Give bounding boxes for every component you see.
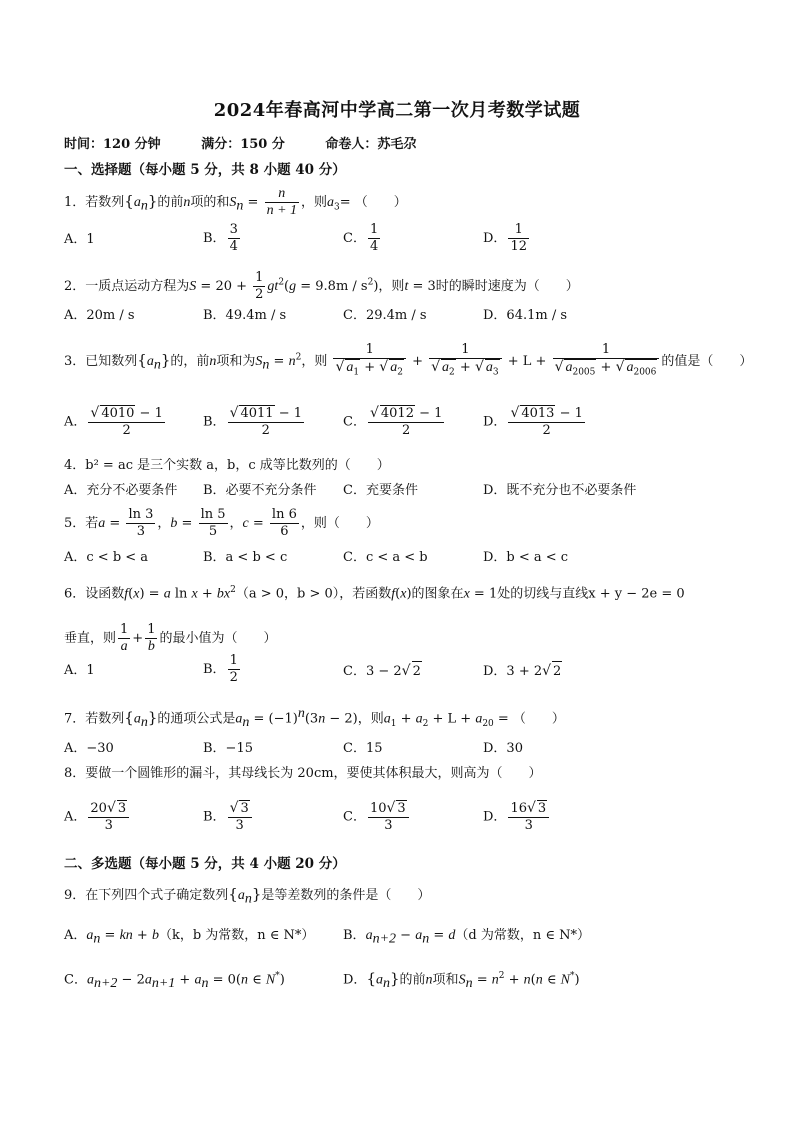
q2-option-d: D．64.1m / s	[483, 308, 568, 323]
section-heading-2: 二、多选题（每小题 5 分，共 4 小题 20 分）	[64, 856, 346, 872]
q9-option-b: B．$a_{n+2} - a_n = d(d$ 为常数，n ∈ N*）	[343, 928, 590, 947]
q7-option-a: A．−30	[64, 741, 114, 756]
exam-score: 满分：150 分	[201, 137, 285, 152]
q3-option-d: D． $\frac{√ 4013 - 1}{2}$	[483, 405, 583, 438]
q6-option-d: D．3 + 2√ 2	[483, 661, 562, 682]
q3-option-b: B． $\frac{√ 4011 - 1}{2}$	[203, 405, 303, 438]
q6-option-a: A．1	[64, 663, 95, 678]
q9-option-d: D．$\{a_n\}$的前n项和$S_n = n^2 + n(n$ ∈ N*)	[343, 969, 580, 991]
q5-option-a: A．c < b < a	[64, 550, 149, 565]
section-heading-1: 一、选择题（每小题 5 分，共 8 小题 40 分）	[64, 162, 346, 178]
q9-option-c: C．$a_{n+2} - 2a_{n+1} + a_n = 0(n$ ∈ N*)	[64, 971, 285, 991]
q7-option-d: D．30	[483, 741, 523, 756]
q5-option-d: D．b < a < c	[483, 550, 569, 565]
question-9: 9．在下列四个式子确定数列$\{a_n\}$是等差数列的条件是（ ）	[64, 885, 431, 907]
q7-option-c: C．15	[343, 741, 383, 756]
page-title: 2024年春高河中学高二第一次月考数学试题	[213, 100, 581, 121]
q1-option-c: C． $\frac{1}{4}$	[343, 222, 379, 254]
question-7: 7．若数列$\{a_n\}$的通项公式是$a_n = (-1)^n(3n - 2)$，则$a_1 + a_2 + L + a_{20}$ = （ ）	[64, 706, 565, 730]
q8-option-b: B． $\frac{√ 3}{3}$	[203, 800, 254, 834]
exam-author: 命卷人：苏毛尕	[325, 137, 417, 152]
q5-option-b: B．a < b < c	[203, 550, 288, 565]
q9-option-a: A．$a_n$ = kn + b（k，b 为常数，n ∈ N*）	[64, 928, 315, 947]
q2-option-b: B．49.4m / s	[203, 308, 287, 323]
exam-meta	[64, 133, 452, 152]
q4-option-a: A．充分不必要条件	[64, 483, 178, 498]
question-8: 8．要做一个圆锥形的漏斗，其母线长为 20cm，要使其体积最大，则高为（ ）	[64, 766, 542, 781]
q8-option-a: A． $\frac{20√ 3}{3}$	[64, 800, 131, 834]
q2-option-a: A．20m / s	[64, 308, 135, 323]
q4-option-b: B．必要不充分条件	[203, 483, 317, 498]
question-1: 1．若数列$\{a_n\}$的前n项的和$S_n$ = $\frac{n}{n + 1}$ ，则$a_3=$ （ ）	[64, 186, 407, 218]
question-6-line-1: 6．设函数f(x) = a $\ln x + bx^2(a > 0$，b > 0），若函数f(x)的图象在x = 1处的切线与直线x + y − 2e = 0	[64, 585, 685, 602]
q5-option-c: C．c < a < b	[343, 550, 428, 565]
question-2: 2．一质点运动方程为S = 20 + $\frac{1}{2}$ $gt^2(g = 9.8m / s^2)$，则t = 3时的瞬时速度为（ ）	[64, 270, 579, 302]
question-6-line-2: 垂直，则 $\frac{1}{a}$ + $\frac{1}{b}$ 的最小值为（ ）	[64, 622, 277, 654]
q2-option-c: C．29.4m / s	[343, 308, 427, 323]
q6-option-c: C．3 − 2√ 2	[343, 661, 422, 682]
q1-option-b: B． $\frac{3}{4}$	[203, 222, 238, 254]
question-4: 4．b² = ac 是三个实数 a，b，c 成等比数列的（ ）	[64, 458, 390, 473]
q8-option-c: C． $\frac{10√ 3}{3}$	[343, 800, 411, 834]
q4-option-c: C．充要条件	[343, 483, 418, 498]
question-3: 3．已知数列$\{a_n\}$的，前n项和为$S_n = n^2$，则 $\frac{1}{√ a_1 + √ a_2}$ + $\frac{1}{√ a_2 + √ a_3}$ + L + $\frac{1}{√ a_{2005} + √ a_{2006}}$ 的值是（ ）	[64, 342, 752, 381]
exam-time: 时间：120 分钟	[64, 137, 161, 152]
q4-option-d: D．既不充分也不必要条件	[483, 483, 637, 498]
q3-option-a: A． $\frac{√ 4010 - 1}{2}$	[64, 405, 163, 438]
q1-option-a: A．1	[64, 232, 95, 247]
q1-option-d: D． $\frac{1}{12}$	[483, 222, 527, 254]
q8-option-d: D． $\frac{16√ 3}{3}$	[483, 800, 551, 834]
question-5: 5．若a = $\frac{\ln 3}{3}$ ，b = $\frac{\ln 5}{5}$ ，c = $\frac{\ln 6}{6}$ ，则（ ）	[64, 507, 379, 539]
q6-option-b: B． $\frac{1}{2}$	[203, 653, 238, 685]
q3-option-c: C． $\frac{√ 4012 - 1}{2}$	[343, 405, 443, 438]
q7-option-b: B．−15	[203, 741, 253, 756]
